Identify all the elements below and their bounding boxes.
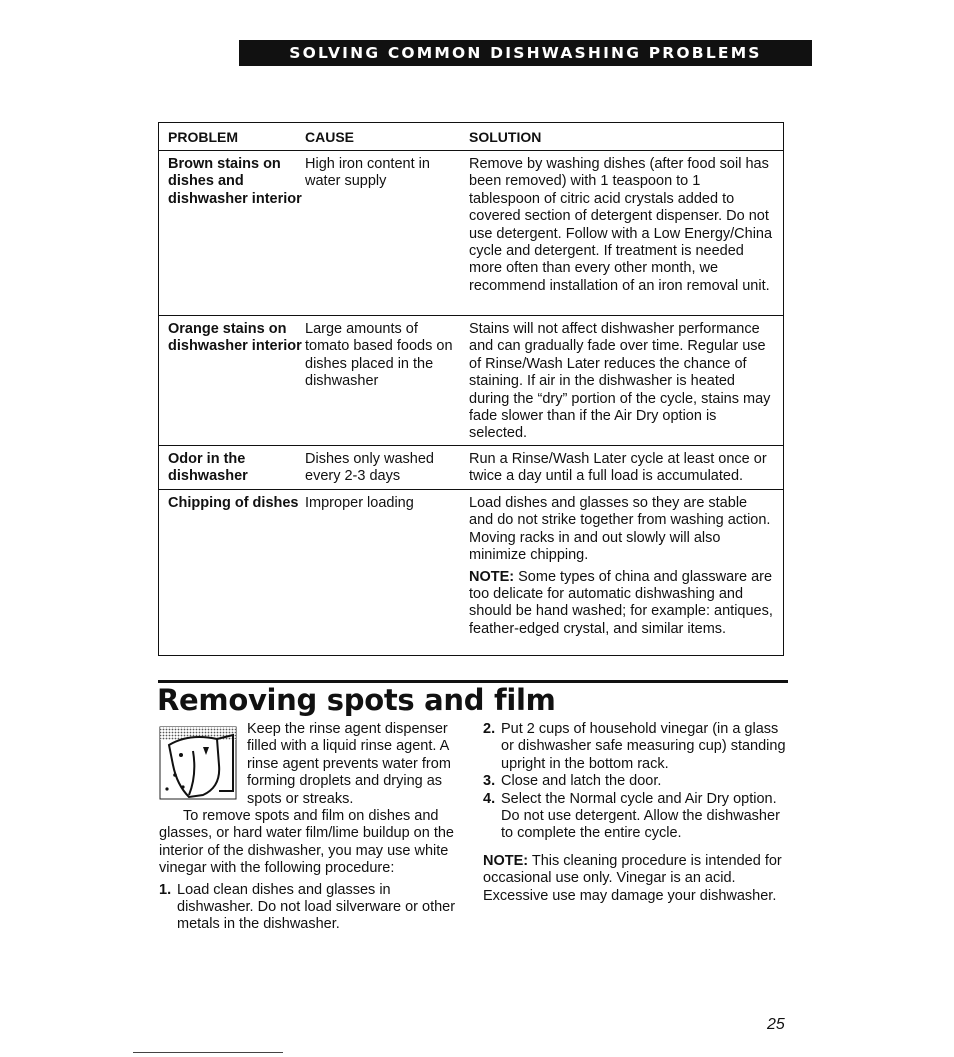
procedure-paragraph: To remove spots and film on dishes and glasses, or hard water film/lime buildup on the interior of the dishwasher, you may use white vinegar with the following procedure: [159,808,454,877]
solution-cell: Run a Rinse/Wash Later cycle at least once or twice a day until a full load is accumulated. [469,451,767,485]
step-number: 4. [483,790,496,807]
cause-cell: Large amounts of tomato based foods on dishes placed in the dishwasher [305,321,453,390]
rinse-dispenser-illustration [159,725,239,801]
cause-cell: Dishes only washed every 2-3 days [305,451,434,485]
step-text: Close and latch the door. [501,773,662,790]
steps-right [483,721,795,843]
step-item [483,791,795,843]
note-text: This cleaning procedure is intended for occasional use only. Vinegar is an acid. Excessive use may damage your dishwasher. [483,852,782,904]
section-note [483,853,795,905]
step-text: Select the Normal cycle and Air Dry option. Do not use detergent. Allow the dishwasher to complete the entire cycle. [501,790,780,842]
intro-paragraph: Keep the rinse agent dispenser filled with a liquid rinse agent. A rinse agent prevents water from forming droplets and drying as spots or streaks. [247,721,451,807]
table-row [159,489,783,656]
solution-cell: Stains will not affect dishwasher performance and can gradually fade over time. Regular use of Rinse/Wash Later reduces the chance of staining. If air in the dishwasher is heated during the “dry” portion of the cycle, stains may fade slower than if the Air Dry option is selected. [469,321,771,442]
table-row [159,445,783,490]
section-title: Removing spots and film [157,683,556,717]
step-number: 1. [159,881,172,898]
steps-left [159,882,464,934]
table-row [159,315,783,446]
step-text: Put 2 cups of household vinegar (in a glass or dishwasher safe measuring cup) standing upright in the bottom rack. [501,721,786,772]
table-row [159,150,783,316]
cause-cell: Improper loading [305,495,414,511]
problem-cell: Brown stains on dishes and dishwasher interior [168,156,302,207]
solution-note [469,569,774,639]
left-column [159,721,464,934]
solution-cell: Remove by washing dishes (after food soil has been removed) with 1 teaspoon to 1 tablespoon of citric acid crystals added to covered section of detergent dispenser. Do not use detergent. Follow with a Low Energy/China cycle and detergent. If treatment is needed more often than every other month, we recommend installation of an iron removal unit. [469,156,773,294]
header-solution: SOLUTION [469,129,542,145]
step-item [483,721,795,773]
solution-cell [469,495,774,638]
cause-cell: High iron content in water supply [305,156,430,190]
step-number: 3. [483,773,496,790]
step-item [159,882,464,934]
step-number: 2. [483,721,496,737]
problems-table [158,122,784,656]
problem-cell: Orange stains on dishwasher interior [168,321,302,355]
note-label: NOTE: [469,568,515,585]
footer-rule [133,1052,283,1053]
rinse-dispenser-icon [159,725,239,801]
note-text: Some types of china and glassware are too delicate for automatic dishwashing and should be hand washed; for example: antiques, feather-edged crystal, and similar items. [469,568,773,637]
problem-cell: Chipping of dishes [168,495,299,511]
section-banner: SOLVING COMMON DISHWASHING PROBLEMS [239,40,812,66]
note-label: NOTE: [483,852,529,869]
header-problem: PROBLEM [168,129,238,145]
step-text: Load clean dishes and glasses in dishwasher. Do not load silverware or other metals in the dishwasher. [177,881,456,933]
header-cause: CAUSE [305,129,355,145]
right-column [483,721,795,905]
solution-text: Load dishes and glasses so they are stable and do not strike together from washing action. Moving racks in and out slowly will also minimize chipping. [469,495,771,564]
problem-cell: Odor in the dishwasher [168,451,248,485]
page-number: 25 [767,1016,785,1033]
step-item [483,773,795,790]
